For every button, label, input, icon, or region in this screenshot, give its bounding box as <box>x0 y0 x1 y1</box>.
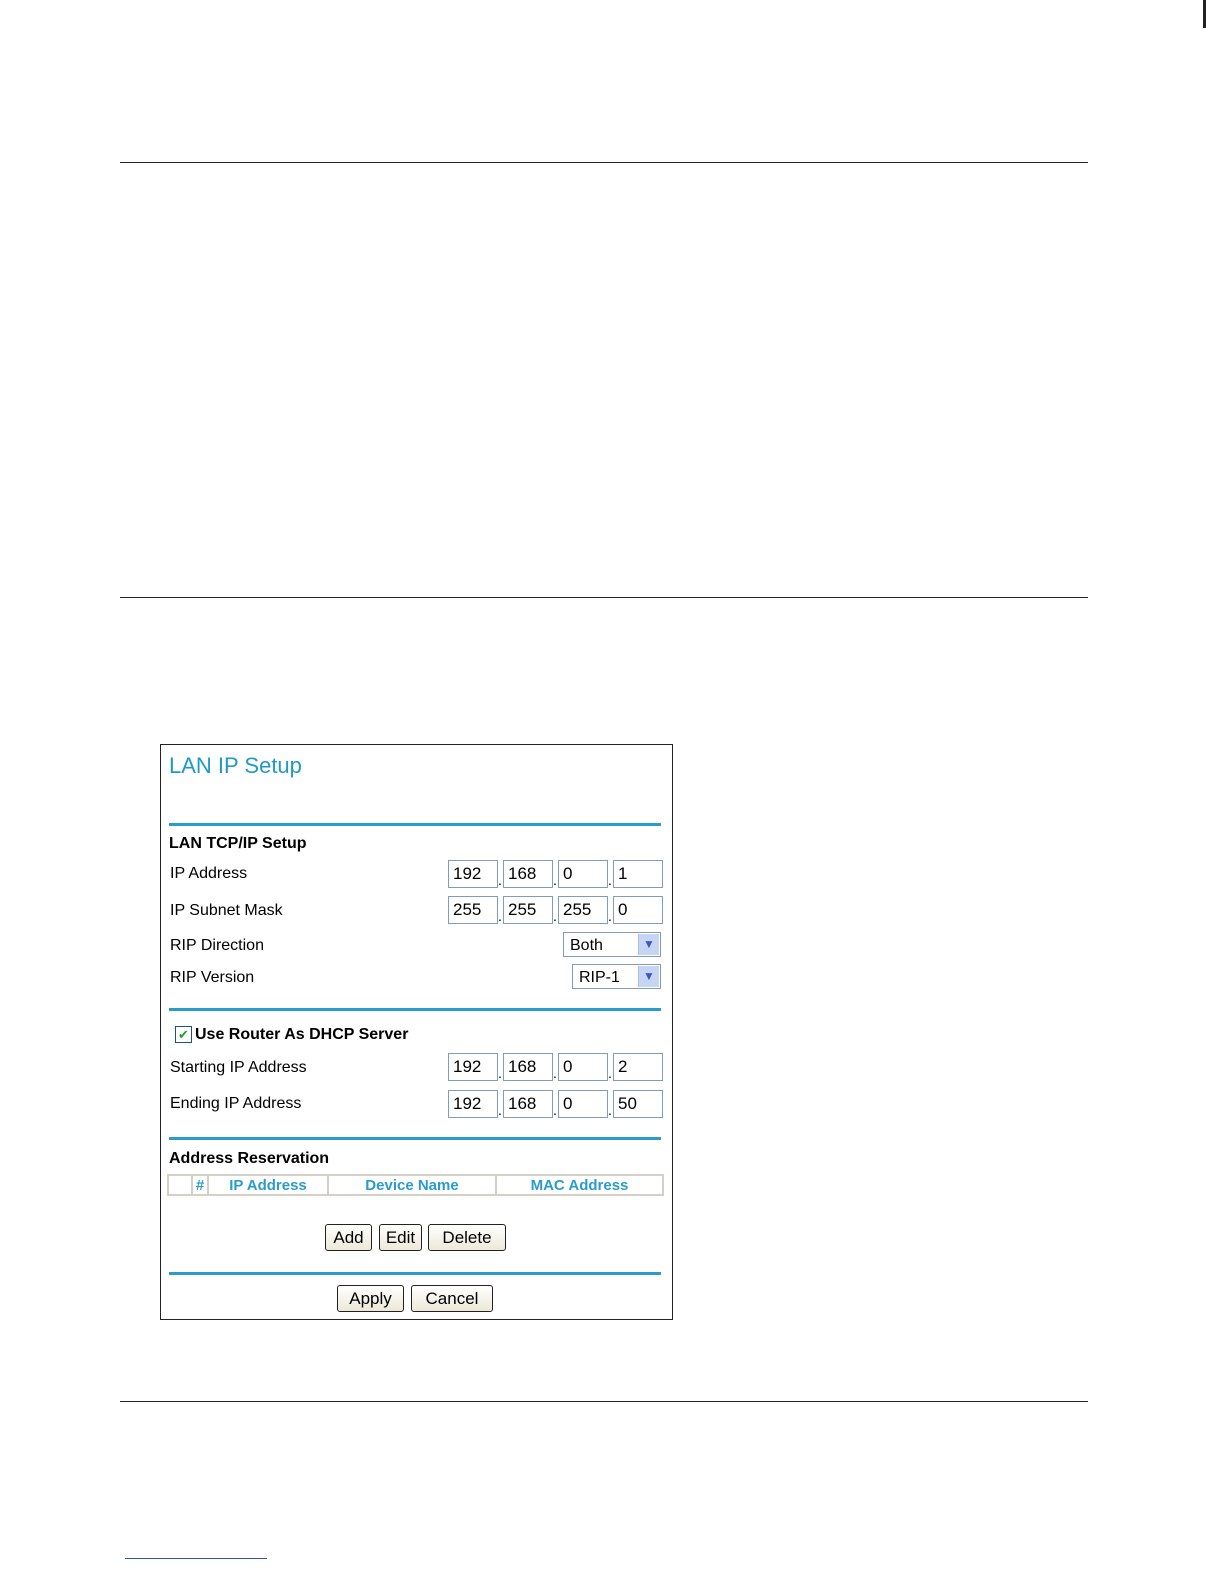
rip-direction-select[interactable] <box>563 932 661 957</box>
subnet-mask-octet-3[interactable]: 255 <box>558 896 608 924</box>
tcpip-heading: LAN TCP/IP Setup <box>169 835 307 852</box>
page-edge-mark <box>1203 0 1206 28</box>
subnet-mask-octet-2[interactable]: 255 <box>503 896 553 924</box>
edit-button[interactable]: Edit <box>379 1224 422 1251</box>
ending-ip-octet-4[interactable]: 50 <box>613 1090 663 1118</box>
ending-ip-octet-2[interactable]: 168 <box>503 1090 553 1118</box>
panel-title: LAN IP Setup <box>169 753 302 778</box>
reservation-heading: Address Reservation <box>169 1150 330 1167</box>
starting-ip-label: Starting IP Address <box>170 1059 307 1076</box>
starting-ip-octet-4[interactable]: 2 <box>613 1053 663 1081</box>
reservation-table <box>167 1174 664 1196</box>
separator <box>169 1272 661 1275</box>
starting-ip-octet-1[interactable]: 192 <box>448 1053 498 1081</box>
chevron-down-icon[interactable]: ▼ <box>638 934 659 955</box>
ip-address-octet-4[interactable]: 1 <box>613 860 663 888</box>
delete-button[interactable]: Delete <box>428 1224 506 1251</box>
checkmark-icon: ✔ <box>178 1027 189 1042</box>
subnet-mask-octet-4[interactable]: 0 <box>613 896 663 924</box>
chevron-down-icon[interactable]: ▼ <box>638 966 659 987</box>
column-device-name: Device Name <box>328 1175 496 1195</box>
subnet-mask-octet-1[interactable]: 255 <box>448 896 498 924</box>
page-rule-top <box>120 162 1088 163</box>
dhcp-server-label: Use Router As DHCP Server <box>195 1026 409 1043</box>
ending-ip-octet-1[interactable]: 192 <box>448 1090 498 1118</box>
page-rule-middle <box>120 597 1088 598</box>
starting-ip-octet-2[interactable]: 168 <box>503 1053 553 1081</box>
rip-version-label: RIP Version <box>170 969 255 986</box>
subnet-mask-label: IP Subnet Mask <box>170 902 283 919</box>
ending-ip-octet-3[interactable]: 0 <box>558 1090 608 1118</box>
column-number: # <box>192 1175 208 1195</box>
footer-link-underline <box>125 1558 267 1559</box>
rip-version-select[interactable] <box>572 964 661 989</box>
separator <box>169 823 661 826</box>
rip-version-value: RIP-1 <box>579 969 620 986</box>
ip-address-octet-3[interactable]: 0 <box>558 860 608 888</box>
separator <box>169 1008 661 1011</box>
add-button[interactable]: Add <box>325 1224 372 1251</box>
table-header-row <box>168 1175 663 1195</box>
rip-direction-label: RIP Direction <box>170 937 264 954</box>
dhcp-server-checkbox[interactable] <box>175 1026 192 1043</box>
ip-address-octet-1[interactable]: 192 <box>448 860 498 888</box>
lan-ip-setup-panel: LAN IP Setup LAN TCP/IP Setup IP Address 192 . 168 . 0 . 1 IP Subnet Mask 255 . 255 . 255 . 0 RIP Direction Both ▼ RIP Version RIP-1 ▼ ✔ Use Router As DHCP Server Starting IP Address 192 . 168 . 0 . 2 Ending IP Address 192 . 168 . 0 . 50 Address Reservation # IP Address Device Name MAC Address Add Edit Delete Apply Cancel <box>160 744 673 1320</box>
separator <box>169 1137 661 1140</box>
rip-direction-value: Both <box>570 937 603 954</box>
ending-ip-label: Ending IP Address <box>170 1095 302 1112</box>
column-mac-address: MAC Address <box>496 1175 663 1195</box>
cancel-button[interactable]: Cancel <box>411 1285 493 1312</box>
apply-button[interactable]: Apply <box>337 1285 404 1312</box>
column-select <box>168 1175 192 1195</box>
ip-address-label: IP Address <box>170 865 248 882</box>
starting-ip-octet-3[interactable]: 0 <box>558 1053 608 1081</box>
ip-address-octet-2[interactable]: 168 <box>503 860 553 888</box>
column-ip-address: IP Address <box>208 1175 328 1195</box>
page-rule-bottom <box>120 1401 1088 1402</box>
